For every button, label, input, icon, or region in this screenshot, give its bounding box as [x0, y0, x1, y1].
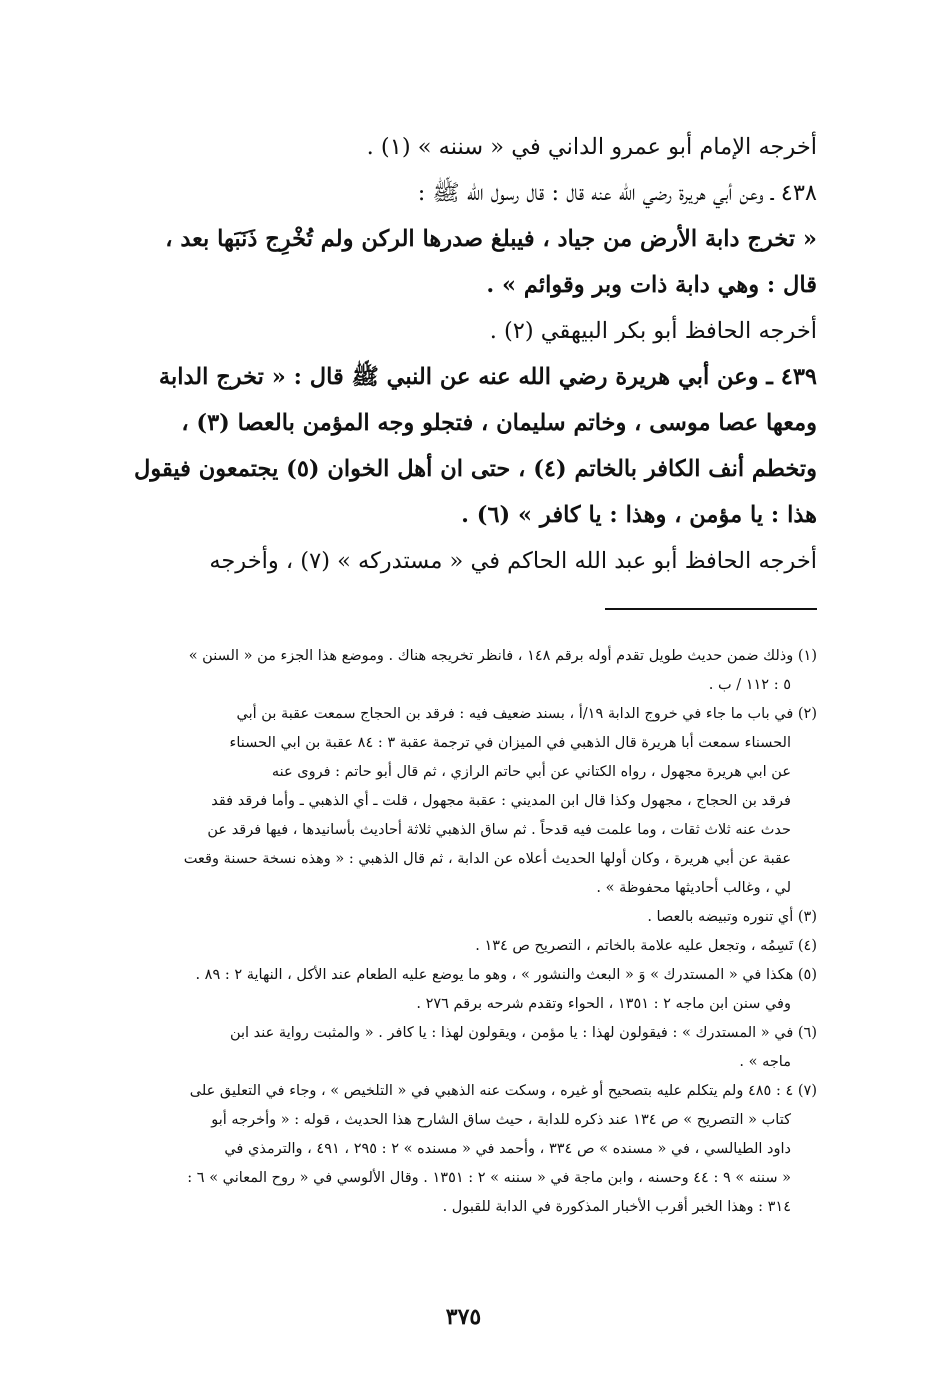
footnote-2-cont: عقبة عن أبي هريرة ، وكان أولها الحديث أعلاه عن الدابة ، ثم قال الذهبي : « وهذه نسخة حسنة وقعت	[183, 851, 791, 867]
hadith-439-text: وتخطم أنف الكافر بالخاتم (٤) ، حتى ان أهل الخوان (٥) يجتمعون فيقول	[134, 455, 817, 482]
hadith-438-text: « تخرج دابة الأرض من جياد ، فيبلغ صدرها الركن ولم تُخْرِج ذَنَبَها بعد ،	[165, 225, 817, 252]
footnote-7-cont: كتاب « التصريح » ص ١٣٤ عند ذكره للدابة ، حيث ساق الشارح هذا الحديث ، قوله : « وأخرجه أبو	[211, 1112, 791, 1128]
hadith-438-line: ٤٣٨ ـ وعن أبي هريرة رضي الله عنه قال : قال رسول الله ﷺ :	[417, 179, 817, 206]
hadith-439-line: ٤٣٩ ـ وعن أبي هريرة رضي الله عنه عن النبي ﷺ قال : « تخرج الدابة	[158, 363, 817, 390]
footnote-6-cont: ماجه » .	[739, 1054, 791, 1070]
main-text	[110, 124, 817, 584]
footnote-7-cont: « سننه » ٩ : ٤٤ وحسنه ، وابن ماجة في « سننه » ٢ : ١٣٥١ . وقال الألوسي في « روح المعاني » ٦ :	[187, 1170, 791, 1186]
footnote-1-cont: ٥ : ١١٢ / ب .	[708, 677, 791, 693]
footnote-1: (١) وذلك ضمن حديث طويل تقدم أوله برقم ١٤٨ ، فانظر تخريجه هناك . وموضع هذا الجزء من « السنن »	[188, 648, 817, 664]
footnote-7-cont: داود الطيالسي ، في « مسنده » ص ٣٣٤ ، وأحمد في « مسنده » ٢ : ٢٩٥ ، ٤٩١ ، والترمذي في	[224, 1141, 791, 1157]
footnote-3: (٣) أي تنوره وتبيضه بالعصا .	[647, 909, 817, 925]
page-number: ٣٧٥	[445, 1304, 482, 1330]
page	[110, 124, 817, 1333]
footnote-2-cont: الحسناء سمعت أبا هريرة قال الذهبي في الميزان في ترجمة عقبة ٣ : ٨٤ عقبة بن ابي الحسناء	[229, 735, 791, 751]
footnote-2: (٢) في باب ما جاء في خروج الدابة ١٩/أ ، بسند ضعيف فيه : فرقد بن الحجاج سمعت عقبة بن أبي	[236, 706, 817, 722]
text-line: أخرجه الإمام أبو عمرو الداني في « سننه » (١) .	[366, 133, 817, 160]
footnote-7-cont: ٣١٤ : وهذا الخبر أقرب الأخبار المذكورة في الدابة للقبول .	[442, 1199, 791, 1215]
footnote-2-cont: فرقد بن الحجاج ، مجهول وكذا قال ابن المديني : عقبة مجهول ، قلت ـ أي الذهبي ـ وأما فرقد فقد	[211, 793, 791, 809]
footnote-2-cont: لي ، وغالب أحاديثها محفوظة » .	[596, 880, 791, 896]
footnote-separator	[605, 608, 817, 610]
footnote-2-cont: حدث عنه ثلاث ثقات ، وما علمت فيه قدحاً . ثم ساق الذهبي ثلاثة أحاديث بأسانيدها ، فيها فرقد عن	[207, 822, 791, 838]
hadith-439-text: هذا : يا مؤمن ، وهذا : يا كافر » (٦) .	[461, 501, 817, 528]
footnote-6: (٦) في « المستدرك » : فيقولون لهذا : يا مؤمن ، ويقولون لهذا : يا كافر . « والمثبت رواية عند ابن	[229, 1025, 817, 1041]
hadith-439-text: ومعها عصا موسى ، وخاتم سليمان ، فتجلو وجه المؤمن بالعصا (٣) ،	[181, 409, 817, 436]
text-line: أخرجه الحافظ أبو بكر البيهقي (٢) .	[489, 317, 817, 344]
hadith-438-text: قال : وهي دابة ذات وبر وقوائم » .	[486, 271, 817, 298]
footnote-2-cont: عن ابي هريرة مجهول ، رواه الكتاني عن أبي حاتم الرازي ، ثم قال أبو حاتم : فروى عنه	[271, 764, 791, 780]
footnotes	[110, 642, 817, 1222]
footnote-5-cont: وفي سنن ابن ماجه ٢ : ١٣٥١ ، الحواء وتقدم شرحه برقم ٢٧٦ .	[416, 996, 791, 1012]
footnote-5: (٥) هكذا في « المستدرك » وَ « البعث والنشور » ، وهو ما يوضع عليه الطعام عند الأكل ، النهاية ٢ : ٨٩ .	[195, 967, 817, 983]
footnote-7: (٧) ٤ : ٤٨٥ ولم يتكلم عليه بتصحيح أو غيره ، وسكت عنه الذهبي في « التلخيص » ، وجاء في التعليق على	[189, 1083, 817, 1099]
text-line: أخرجه الحافظ أبو عبد الله الحاكم في « مستدركه » (٧) ، وأخرجه	[209, 547, 817, 574]
footnote-4: (٤) تَسِمُه ، وتجعل عليه علامة بالخاتم ، التصريح ص ١٣٤ .	[475, 938, 817, 954]
